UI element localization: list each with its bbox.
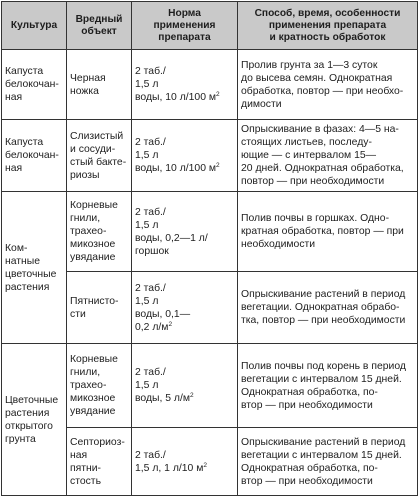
header-method: Способ, время, особенности применения препарата и кратность обработок bbox=[238, 2, 418, 50]
norm-exponent: 2 bbox=[216, 91, 220, 98]
norm-text: 2 таб./ 1,5 л воды, 0,1— 0,2 л/м bbox=[135, 282, 191, 333]
method-cell: Опрыскивание растений в период вегетации с интервалом 15 дней. Однократная обработка, по- втор — при необходимости bbox=[238, 428, 418, 496]
header-target: Вредный объект bbox=[67, 2, 132, 50]
norm-exponent: 2 bbox=[190, 392, 194, 399]
norm-text: 2 таб./ 1,5 л воды, 10 л/100 м bbox=[135, 137, 217, 174]
crop-cell: Ком- натные цветочные растения bbox=[2, 192, 67, 344]
table-row bbox=[2, 192, 418, 272]
target-cell: Корневые гнили, трахео- микозное увядание bbox=[67, 344, 132, 428]
norm-exponent: 2 bbox=[216, 162, 220, 169]
method-cell: Полив почвы под корень в период вегетации с интервалом 15 дней. Однократная обработка, по- втор — при необходимости bbox=[238, 344, 418, 428]
target-cell: Корневые гнили, трахео- микозное увядание bbox=[67, 192, 132, 272]
norm-text: 2 таб./ 1,5 л воды, 10 л/100 м bbox=[135, 66, 217, 103]
norm-cell bbox=[132, 50, 238, 120]
method-cell: Опрыскивание в фазах: 4—5 на- стоящих листьев, последу- ющие — с интервалом 15— 20 дней. Однократная обработка, повтор — при необходимости bbox=[238, 120, 418, 192]
crop-cell: Капуста белокочан- ная bbox=[2, 120, 67, 192]
norm-text: 2 таб./ 1,5 л воды, 0,2—1 л/ горшок bbox=[135, 206, 208, 257]
header-row bbox=[2, 2, 418, 50]
table-row bbox=[2, 344, 418, 428]
table-row bbox=[2, 50, 418, 120]
target-cell: Слизистый и сосуди- стый бакте- риозы bbox=[67, 120, 132, 192]
header-crop: Культура bbox=[2, 2, 67, 50]
norm-cell bbox=[132, 428, 238, 496]
header-norm: Норма применения препарата bbox=[132, 2, 238, 50]
norm-exponent: 2 bbox=[203, 461, 207, 469]
method-cell: Пролив грунта за 1—3 суток до высева семян. Однократная обработка, повтор — при необхо- димости bbox=[238, 50, 418, 120]
method-cell: Опрыскивание растений в период вегетации. Однократная обрабо- тка, повтор — при необходимости bbox=[238, 272, 418, 344]
crop-cell: Капуста белокочан- ная bbox=[2, 50, 67, 120]
norm-exponent: 2 bbox=[168, 320, 173, 328]
norm-cell bbox=[132, 192, 238, 272]
method-cell: Полив почвы в горшках. Одно- кратная обработка, повтор — при необходимости bbox=[238, 192, 418, 272]
norm-cell bbox=[132, 120, 238, 192]
target-cell: Черная ножка bbox=[67, 50, 132, 120]
crop-cell: Цветочные растения открытого грунта bbox=[2, 344, 67, 496]
norm-text: 2 таб./ 1,5 л воды, 5 л/м bbox=[135, 367, 191, 404]
norm-text: 2 таб./ 1,5 л, 1 л/10 м bbox=[135, 449, 204, 474]
norm-cell bbox=[132, 344, 238, 428]
norm-cell bbox=[132, 272, 238, 344]
target-cell: Септориоз- ная пятни- стость bbox=[67, 428, 132, 496]
target-cell: Пятнисто- сти bbox=[67, 272, 132, 344]
table-row bbox=[2, 120, 418, 192]
treatment-table bbox=[1, 1, 418, 496]
